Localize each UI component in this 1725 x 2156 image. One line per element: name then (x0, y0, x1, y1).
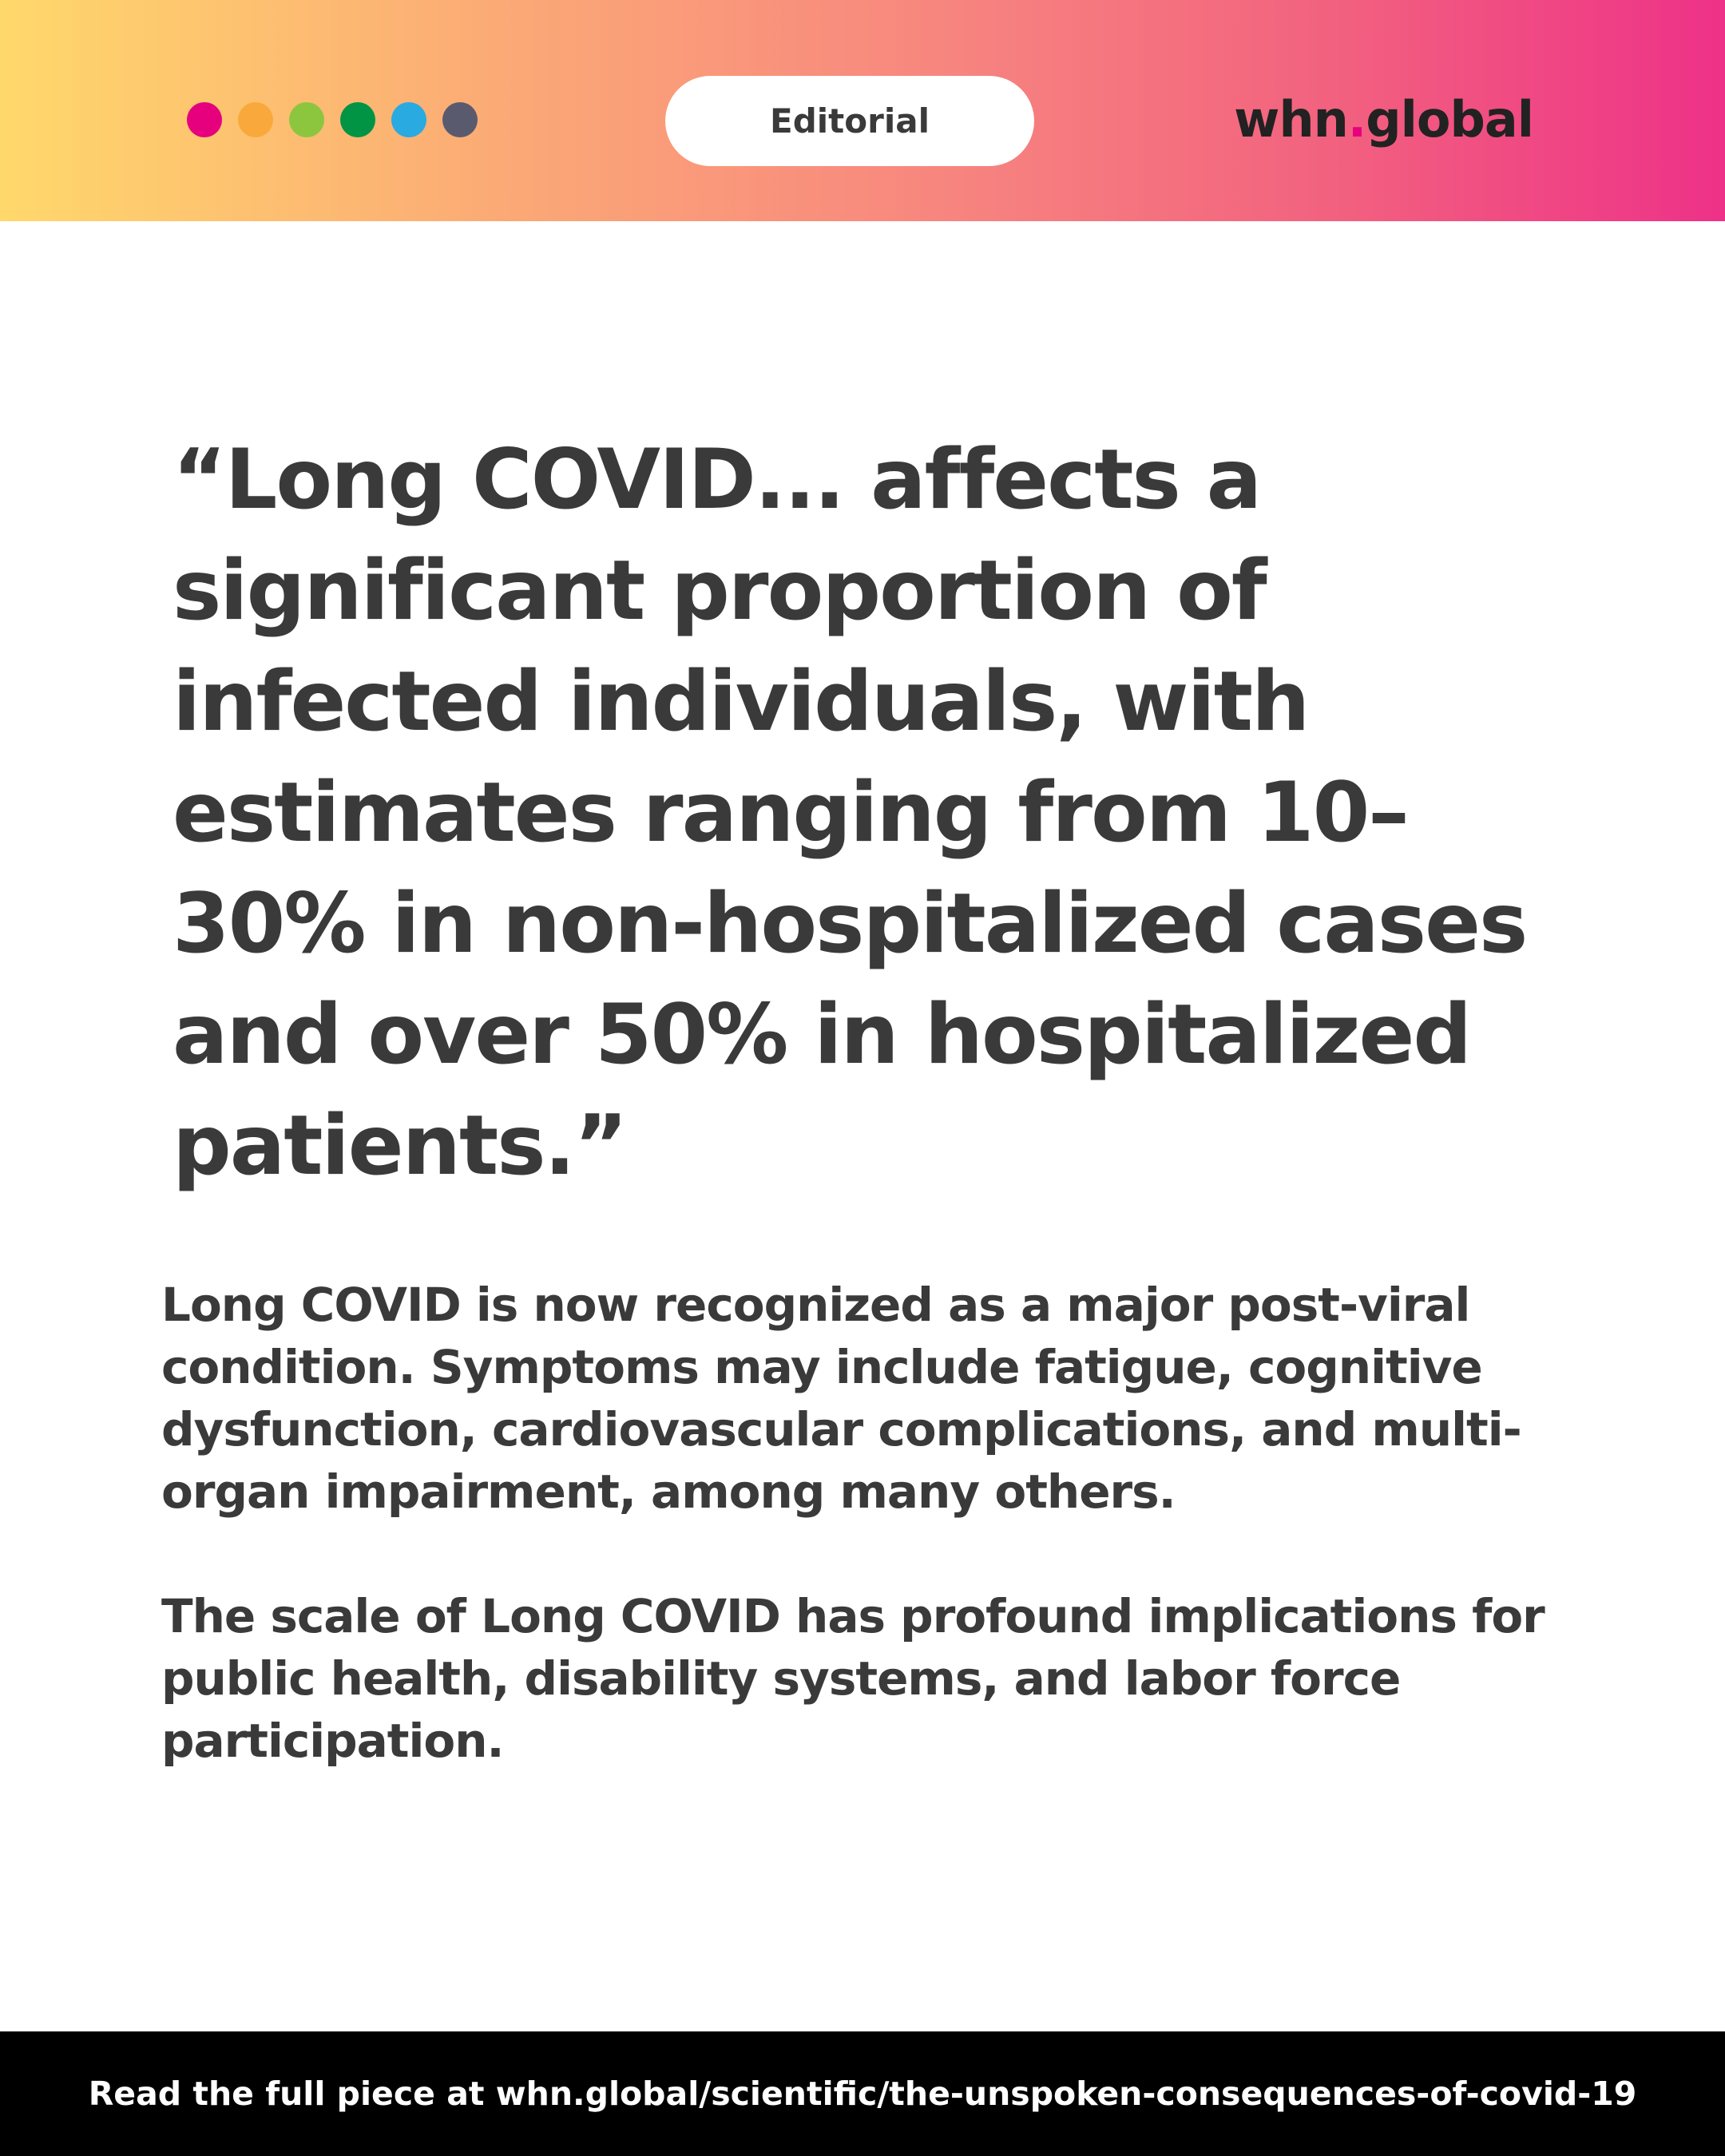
dot-magenta (187, 102, 222, 137)
dot-orange (238, 102, 273, 137)
logo-dot: . (1347, 90, 1366, 149)
dot-blue (391, 102, 426, 137)
footer-read-more-link[interactable]: Read the full piece at whn.global/scientific/the-unspoken-consequences-of-covid-19 (88, 2075, 1637, 2113)
brand-logo (1234, 88, 1533, 152)
dot-slate (442, 102, 478, 137)
logo-text-global: global (1366, 90, 1533, 149)
dot-lime (289, 102, 324, 137)
pull-quote: “Long COVID... affects a significant proportion of infected individuals, with estimates ranging from 10–30% in non-hospitalized cases and over 50% in hospitalized patients.” (172, 432, 1527, 1194)
logo-text-whn: whn (1234, 90, 1348, 149)
body-paragraph-2: The scale of Long COVID has profound implications for public health, disability systems, and labor force participation. (161, 1589, 1545, 1768)
dot-green (340, 102, 375, 137)
color-dots (187, 102, 478, 137)
footer-bar (0, 2031, 1725, 2156)
header-banner (0, 0, 1725, 221)
body-paragraph-1: Long COVID is now recognized as a major post-viral condition. Symptoms may include fatigue, cognitive dysfunction, cardiovascular complications, and multi-organ impairment, among many others. (161, 1278, 1521, 1519)
category-tag: Editorial (665, 76, 1034, 166)
